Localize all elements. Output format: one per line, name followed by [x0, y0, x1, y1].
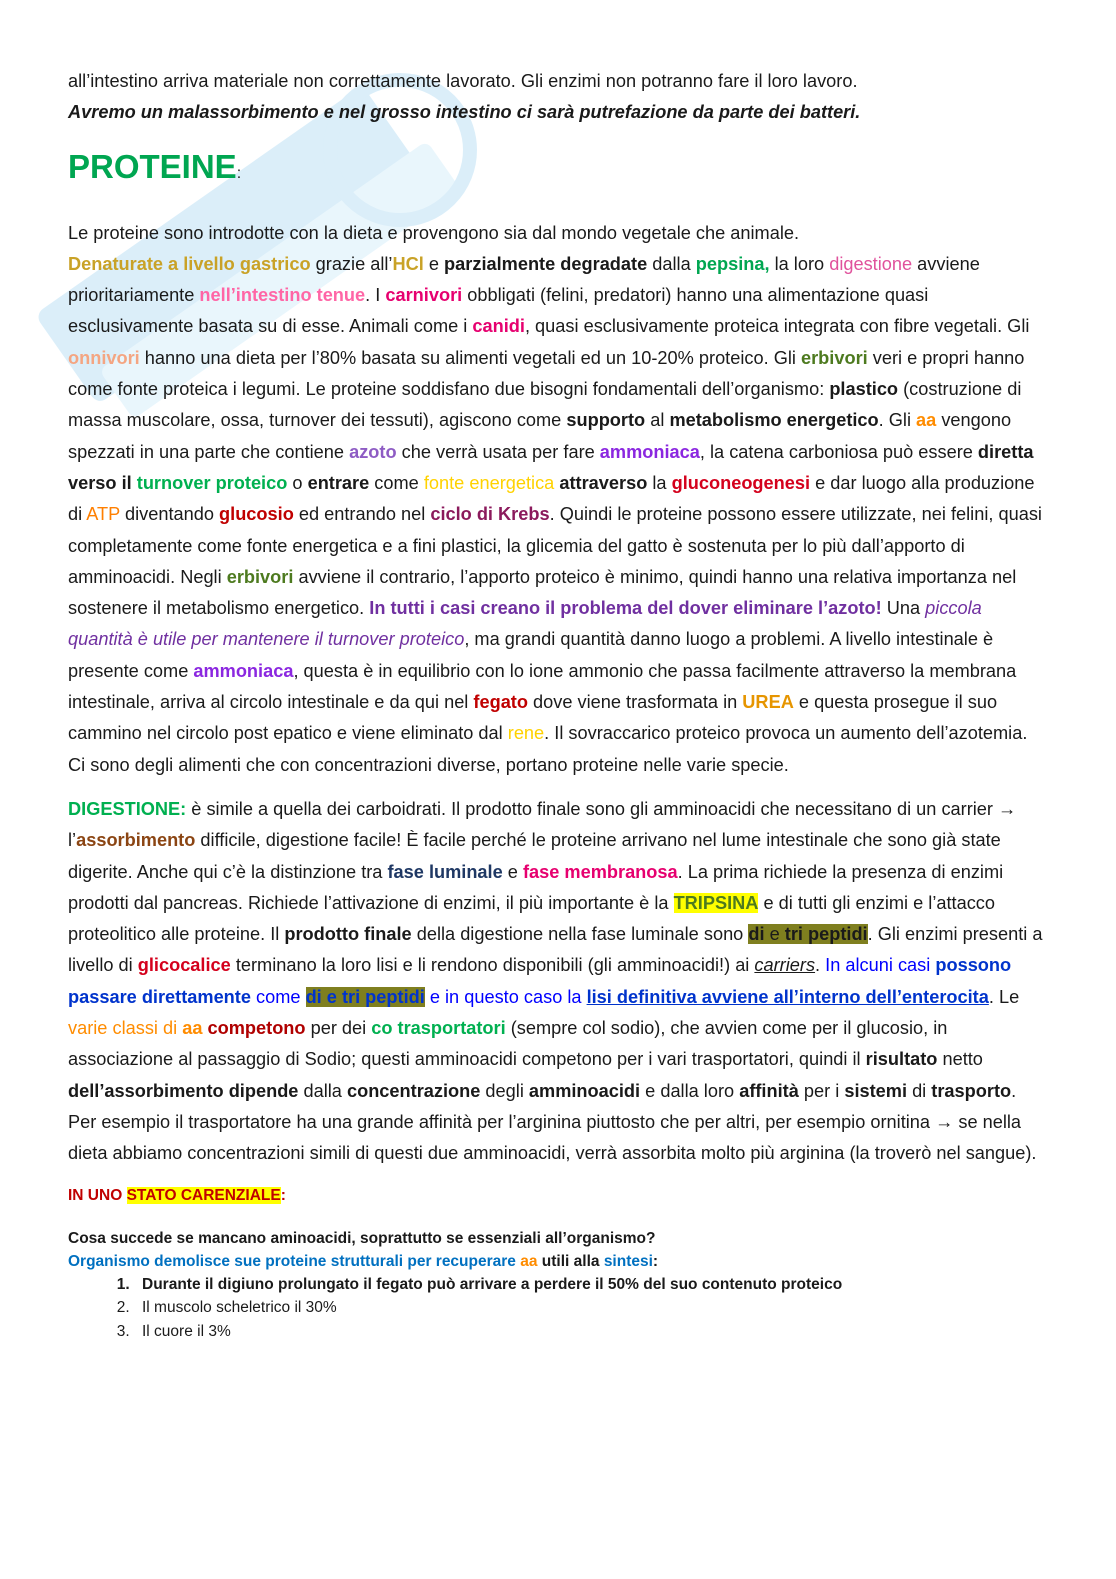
list-item: 2. Il muscolo scheletrico il 30%	[134, 1296, 1046, 1320]
answer-line: Organismo demolisce sue proteine strutturali per recuperare aa utili alla sintesi:	[68, 1252, 659, 1270]
intro-emphasis: Avremo un malassorbimento e nel grosso intestino ci sarà putrefazione da parte dei batteri.	[68, 102, 861, 123]
arrow-right-icon: →	[935, 1111, 954, 1132]
page-content	[68, 66, 1046, 1343]
paragraph-proteine: Le proteine sono introdotte con la dieta e provengono sia dal mondo vegetale che animale. Denaturate a livello gastrico grazie all’HCl e parzialmente degradate dalla pepsina, la loro digestione avviene prioritariamente nell’intestino tenue. I carnivori obbligati (felini, predatori) hanno una alimentazione quasi esclusivamente basata su di esse. Animali come i canidi, quasi esclusivamente proteica integrata con fibre vegetali. Gli onnivori hanno una dieta per l’80% basata su alimenti vegetali ed un 10-20% proteico. Gli erbivori veri e propri hanno come fonte proteica i legumi. Le proteine soddisfano due bisogni fondamentali dell’organismo: plastico (costruzione di massa muscolare, ossa, turnover dei tessuti), agiscono come supporto al metabolismo energetico. Gli aa vengono spezzati in una parte che contiene azoto che verrà usata per fare ammoniaca, la catena carboniosa può essere diretta verso il turnover proteico o entrare come fonte energetica attraverso la gluconeogenesi e dar luogo alla produzione di ATP diventando glucosio ed entrando nel ciclo di Krebs. Quindi le proteine possono essere utilizzate, nei felini, quasi completamente come fonte energetica e a fini plastici, la glicemia del gatto è sostenuta per lo più dall’apporto di amminoacidi. Negli erbivori avviene il contrario, l’apporto proteico è minimo, quindi hanno una relativa importanza nel sostenere il metabolismo energetico. In tutti i casi creano il problema del dover eliminare l’azoto! Una piccola quantità è utile per mantenere il turnover proteico, ma grandi quantità danno luogo a problemi. A livello intestinale è presente come ammoniaca, questa è in equilibrio con lo ione ammonio che passa facilmente attraverso la membrana intestinale, arriva al circolo intestinale e da qui nel fegato dove viene trasformata in UREA e questa prosegue il suo cammino nel circolo post epatico e viene eliminato dal rene. Il sovraccarico proteico provoca un aumento dell’azotemia. Ci sono degli alimenti che con concentrazioni diverse, portano proteine nelle varie specie.	[68, 222, 1042, 775]
loss-list	[68, 1273, 1046, 1344]
intro-line: all’intestino arriva materiale non correttamente lavorato. Gli enzimi non potranno fare il loro lavoro.	[68, 71, 858, 91]
carenza-heading: IN UNO STATO CARENZIALE:	[68, 1186, 286, 1204]
question-line: Cosa succede se mancano aminoacidi, soprattutto se essenziali all’organismo?	[68, 1229, 656, 1247]
section-title: PROTEINE:	[68, 147, 242, 185]
arrow-right-icon: →	[998, 798, 1017, 819]
list-item: 3. Il cuore il 3%	[134, 1320, 1046, 1344]
paragraph-digestione: DIGESTIONE: è simile a quella dei carboidrati. Il prodotto finale sono gli amminoacidi che necessitano di un carrier → l’assorbimento difficile, digestione facile! È facile perché le proteine arrivano nel lume intestinale che sono già state digerite. Anche qui c’è la distinzione tra fase luminale e fase membranosa. La prima richiede la presenza di enzimi prodotti dal pancreas. Richiede l’attivazione di enzimi, il più importante è la TRIPSINA e di tutti gli enzimi e l’attacco proteolitico alle proteine. Il prodotto finale della digestione nella fase luminale sono di e tri peptidi. Gli enzimi presenti a livello di glicocalice terminano la loro lisi e li rendono disponibili (gli amminoacidi!) ai carriers. In alcuni casi possono passare direttamente come di e tri peptidi e in questo caso la lisi definitiva avviene all’interno dell’enterocita. Le varie classi di aa competono per dei co trasportatori (sempre col sodio), che avvien come per il glucosio, in associazione al passaggio di Sodio; questi amminoacidi competono per i vari trasportatori, quindi il risultato netto dell’assorbimento dipende dalla concentrazione degli amminoacidi e dalla loro affinità per i sistemi di trasporto. Per esempio il trasportatore ha una grande affinità per l’arginina piuttosto che per altri, per esempio ornitina → se nella dieta abbiamo concentrazioni simili di questi due amminoacidi, verrà assorbita molto più arginina (la troverò nel sangue).	[68, 798, 1043, 1164]
list-item: 1. Durante il digiuno prolungato il fegato può arrivare a perdere il 50% del suo contenuto proteico	[134, 1273, 1046, 1297]
